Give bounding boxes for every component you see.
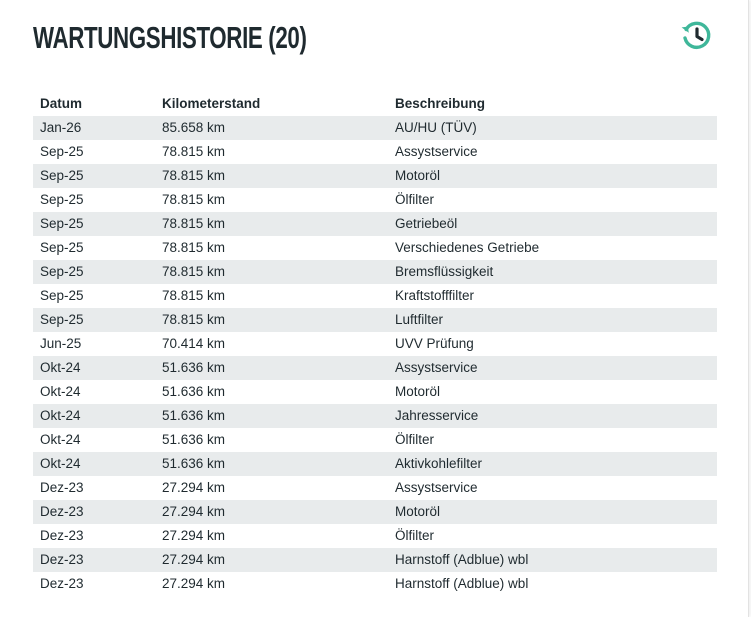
table-row — [33, 332, 717, 356]
cell-date: Dez-23 — [40, 552, 84, 567]
table-row — [33, 308, 717, 332]
table-row — [33, 380, 717, 404]
cell-km: 27.294 km — [162, 552, 226, 567]
card-header — [33, 18, 716, 62]
cell-date: Jun-25 — [40, 336, 82, 351]
cell-date: Dez-23 — [40, 504, 84, 519]
cell-description: Assystservice — [395, 144, 478, 159]
table-row — [33, 140, 717, 164]
cell-description: Verschiedenes Getriebe — [395, 240, 540, 255]
table-row — [33, 236, 717, 260]
cell-description: Ölfilter — [395, 432, 435, 447]
cell-description: Motoröl — [395, 168, 441, 183]
cell-km: 51.636 km — [162, 456, 226, 471]
cell-description: Aktivkohlefilter — [395, 456, 483, 471]
cell-description: Jahresservice — [395, 408, 479, 423]
cell-date: Dez-23 — [40, 528, 84, 543]
table-row — [33, 260, 717, 284]
table-row — [33, 404, 717, 428]
cell-km: 78.815 km — [162, 264, 226, 279]
cell-date: Okt-24 — [40, 360, 81, 375]
cell-km: 78.815 km — [162, 192, 226, 207]
cell-description: Motoröl — [395, 384, 441, 399]
table-row — [33, 428, 717, 452]
cell-km: 78.815 km — [162, 288, 226, 303]
cell-date: Dez-23 — [40, 480, 84, 495]
cell-km: 27.294 km — [162, 480, 226, 495]
cell-date: Dez-23 — [40, 576, 84, 591]
cell-km: 78.815 km — [162, 216, 226, 231]
table-row — [33, 500, 717, 524]
cell-date: Sep-25 — [40, 144, 84, 159]
cell-date: Sep-25 — [40, 216, 84, 231]
table-row — [33, 164, 717, 188]
cell-description: Bremsflüssigkeit — [395, 264, 494, 279]
table-row — [33, 572, 717, 596]
column-header-description: Beschreibung — [395, 96, 486, 111]
cell-km: 51.636 km — [162, 360, 226, 375]
cell-km: 78.815 km — [162, 168, 226, 183]
table-row — [33, 476, 717, 500]
cell-date: Sep-25 — [40, 240, 84, 255]
cell-description: Kraftstofffilter — [395, 288, 475, 303]
cell-description: Assystservice — [395, 480, 478, 495]
cell-km: 27.294 km — [162, 528, 226, 543]
table-row — [33, 548, 717, 572]
table-row — [33, 284, 717, 308]
cell-date: Jan-26 — [40, 120, 82, 135]
cell-km: 85.658 km — [162, 120, 226, 135]
cell-date: Okt-24 — [40, 408, 81, 423]
cell-description: Luftfilter — [395, 312, 444, 327]
cell-km: 78.815 km — [162, 312, 226, 327]
cell-km: 27.294 km — [162, 576, 226, 591]
cell-km: 51.636 km — [162, 384, 226, 399]
table-row — [33, 188, 717, 212]
history-icon[interactable] — [679, 18, 713, 52]
cell-km: 51.636 km — [162, 408, 226, 423]
cell-description: Ölfilter — [395, 192, 435, 207]
cell-description: Ölfilter — [395, 528, 435, 543]
table-body — [33, 116, 717, 596]
cell-date: Sep-25 — [40, 168, 84, 183]
cell-date: Okt-24 — [40, 432, 81, 447]
cell-date: Sep-25 — [40, 192, 84, 207]
table-row — [33, 116, 717, 140]
table-row — [33, 356, 717, 380]
card-title: WARTUNGSHISTORIE (20) — [33, 20, 307, 55]
maintenance-table — [33, 92, 717, 596]
cell-description: Assystservice — [395, 360, 478, 375]
cell-km: 70.414 km — [162, 336, 226, 351]
cell-date: Sep-25 — [40, 288, 84, 303]
cell-km: 27.294 km — [162, 504, 226, 519]
cell-date: Okt-24 — [40, 456, 81, 471]
table-row — [33, 524, 717, 548]
cell-date: Sep-25 — [40, 312, 84, 327]
cell-description: UVV Prüfung — [395, 336, 474, 351]
cell-description: Getriebeöl — [395, 216, 458, 231]
cell-description: AU/HU (TÜV) — [395, 120, 477, 135]
cell-km: 51.636 km — [162, 432, 226, 447]
cell-date: Sep-25 — [40, 264, 84, 279]
table-row — [33, 452, 717, 476]
column-header-km: Kilometerstand — [162, 96, 261, 111]
cell-description: Harnstoff (Adblue) wbl — [395, 552, 529, 567]
cell-description: Motoröl — [395, 504, 441, 519]
column-header-date: Datum — [40, 96, 83, 111]
cell-date: Okt-24 — [40, 384, 81, 399]
table-row — [33, 212, 717, 236]
cell-km: 78.815 km — [162, 144, 226, 159]
cell-description: Harnstoff (Adblue) wbl — [395, 576, 529, 591]
table-header-row — [33, 92, 717, 116]
cell-km: 78.815 km — [162, 240, 226, 255]
